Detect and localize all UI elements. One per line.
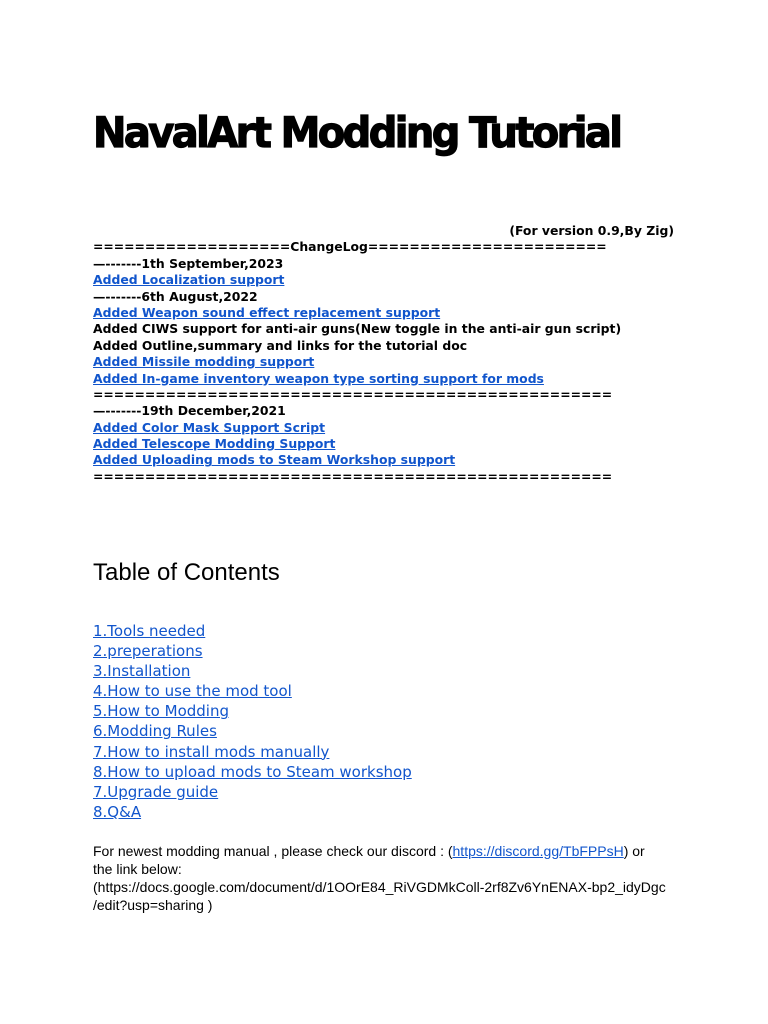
note-prefix: For newest modding manual , please check our discord : ( bbox=[93, 843, 453, 859]
toc-link[interactable]: 1.Tools needed bbox=[93, 622, 206, 640]
toc-link[interactable]: 6.Modding Rules bbox=[93, 722, 217, 741]
changelog-entry: Added Outline,summary and links for the tutorial doc bbox=[93, 337, 468, 353]
toc-link[interactable]: 2.preperations bbox=[93, 642, 203, 661]
changelog-link[interactable]: Added In-game inventory weapon type sorting support for mods bbox=[93, 370, 544, 386]
toc-heading: Table of Contents bbox=[93, 559, 280, 586]
changelog-header: ===================ChangeLog======================= bbox=[93, 239, 607, 255]
changelog-link[interactable]: Added Weapon sound effect replacement support bbox=[93, 304, 441, 320]
toc-link[interactable]: 3.Installation bbox=[93, 662, 191, 681]
note-line-1 bbox=[93, 842, 683, 860]
changelog-separator: ================================================== bbox=[93, 386, 613, 402]
changelog-separator: ================================================== bbox=[93, 468, 613, 484]
version-note: (For version 0.9,By Zig) bbox=[509, 223, 674, 238]
discord-link[interactable]: https://discord.gg/TbFPPsH bbox=[452, 843, 624, 859]
note-line-4: /edit?usp=sharing ) bbox=[93, 897, 213, 913]
changelog-date: —-------6th August,2022 bbox=[93, 288, 258, 304]
changelog-entry-link bbox=[93, 436, 678, 452]
changelog-entry-link bbox=[93, 452, 678, 468]
toc-link[interactable]: 5.How to Modding bbox=[93, 702, 229, 721]
note-line-3: (https://docs.google.com/document/d/1OOrE84_RiVGDMkColl-2rf8Zv6YnENAX-bp2_idyDgc bbox=[93, 879, 666, 895]
changelog-entry-link bbox=[93, 354, 678, 370]
changelog-link[interactable]: Added Telescope Modding Support bbox=[93, 436, 336, 452]
document-title: NavalArt Modding Tutorial bbox=[93, 109, 621, 158]
changelog-link[interactable]: Added Localization support bbox=[93, 272, 285, 288]
note-line-2: the link below: bbox=[93, 861, 182, 877]
changelog-entry-link bbox=[93, 272, 678, 288]
changelog bbox=[93, 223, 678, 485]
changelog-link[interactable]: Added Color Mask Support Script bbox=[93, 419, 326, 435]
changelog-entry-link bbox=[93, 371, 678, 387]
note-suffix: ) or bbox=[623, 843, 645, 859]
changelog-date: —-------19th December,2021 bbox=[93, 403, 286, 419]
toc-link[interactable]: 4.How to use the mod tool bbox=[93, 682, 292, 701]
toc-link[interactable]: 8.Q&A bbox=[93, 802, 142, 821]
toc-link[interactable]: 7.Upgrade guide bbox=[93, 782, 219, 801]
toc-link[interactable]: 8.How to upload mods to Steam workshop bbox=[93, 762, 412, 781]
changelog-link[interactable]: Added Missile modding support bbox=[93, 354, 315, 370]
changelog-entry-link bbox=[93, 305, 678, 321]
toc-link[interactable]: 7.How to install mods manually bbox=[93, 742, 330, 761]
newest-manual-note bbox=[93, 842, 683, 914]
changelog-date: —-------1th September,2023 bbox=[93, 255, 284, 271]
table-of-contents bbox=[93, 621, 412, 822]
changelog-entry: Added CIWS support for anti-air guns(New toggle in the anti-air gun script) bbox=[93, 321, 622, 337]
changelog-entry-link bbox=[93, 420, 678, 436]
changelog-link[interactable]: Added Uploading mods to Steam Workshop support bbox=[93, 452, 456, 468]
